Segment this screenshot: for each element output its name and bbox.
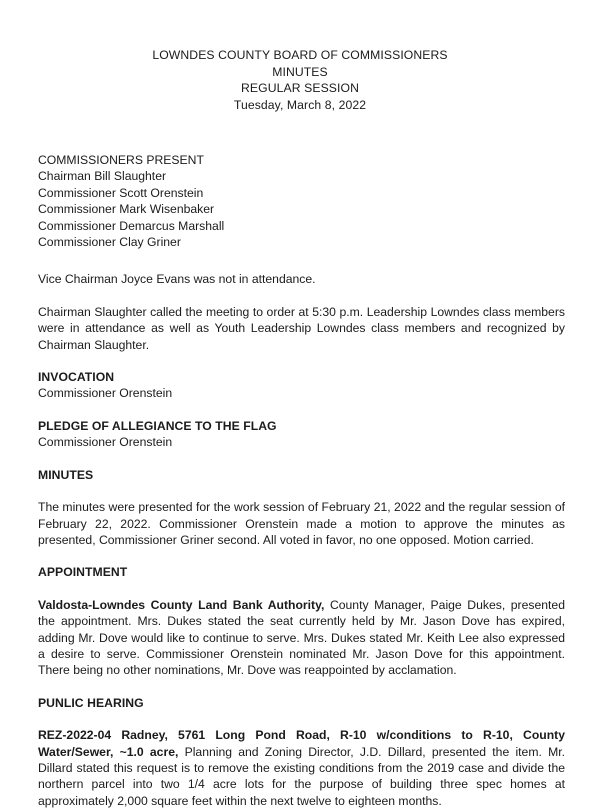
section-heading-public-hearing: PUNLIC HEARING: [38, 695, 144, 710]
document-body: [38, 152, 565, 809]
commissioner-entry: Commissioner Clay Griner: [38, 235, 181, 250]
minutes-paragraph: The minutes were presented for the work session of February 21, 2022 and the regular session of February 22, 2022. Commissioner Orenstein made a motion to approve the minutes as presented, Commissioner Griner second. All voted in favor, no one opposed. Motion carried.: [38, 500, 565, 547]
spacer: [38, 548, 565, 564]
commissioners-present-block: [38, 152, 565, 250]
appointment-item-body: County Manager, Paige Dukes, presented the appointment. Mrs. Dukes stated the seat currently held by Mr. Jason Dove has expired, adding Mr. Dove would like to continue to serve. Mrs. Dukes stated Mr. Keith Lee also expressed a desire to serve. Commissioner Orenstein nominated Mr. Jason Dove for this appointment. There being no other nominations, Mr. Dove was reappointed by acclamation.: [38, 597, 565, 678]
public-hearing-item: [38, 727, 565, 809]
section-heading-invocation: INVOCATION: [38, 370, 115, 385]
header-line-doctype: MINUTES: [272, 64, 328, 79]
spacer: [38, 451, 565, 467]
pledge-presenter: Commissioner Orenstein: [38, 435, 173, 450]
commissioner-entry: Commissioner Demarcus Marshall: [38, 218, 225, 233]
header-line-session: REGULAR SESSION: [241, 81, 359, 95]
commissioners-present-title: COMMISSIONERS PRESENT: [38, 153, 204, 167]
spacer: [38, 288, 565, 304]
section-heading-pledge: PLEDGE OF ALLEGIANCE TO THE FLAG: [38, 418, 277, 433]
commissioner-entry: Commissioner Mark Wisenbaker: [38, 202, 215, 217]
public-hearing-item-body: Planning and Zoning Director, J.D. Dillard, presented the item. Mr. Dillard stated this request is to remove the existing conditions from the 2019 case and divide the northern parcel into two 1/4 acre lots for the purpose of building three spec homes at approximately 2,000 square feet within the next twelve to eighteen months.: [38, 744, 565, 808]
spacer: [38, 711, 565, 727]
header-line-date: Tuesday, March 8, 2022: [233, 97, 367, 112]
appointment-item: [38, 597, 565, 679]
public-hearing-item-title: REZ-2022-04 Radney, 5761 Long Pond Road, R-10 w/conditions to R-10, County Water/Sewer, ~1.0 acre,: [38, 728, 565, 759]
spacer: [38, 483, 565, 499]
spacer: [38, 679, 565, 695]
spacer: [38, 581, 565, 597]
spacer: [38, 250, 565, 271]
call-to-order-paragraph: Chairman Slaughter called the meeting to order at 5:30 p.m. Leadership Lowndes class members were in attendance as well as Youth Leadership Lowndes class members and recognized by Chairman Slaughter.: [38, 304, 565, 352]
invocation-presenter: Commissioner Orenstein: [38, 386, 173, 401]
spacer: [38, 353, 565, 369]
document-header: [0, 0, 600, 113]
spacer: [38, 402, 565, 418]
section-heading-minutes: MINUTES: [38, 467, 94, 482]
header-line-organization: LOWNDES COUNTY BOARD OF COMMISSIONERS: [152, 48, 448, 62]
commissioner-entry: Commissioner Scott Orenstein: [38, 185, 204, 200]
commissioner-entry: Chairman Bill Slaughter: [38, 169, 167, 184]
section-heading-appointment: APPOINTMENT: [38, 565, 128, 580]
appointment-item-title: Valdosta-Lowndes County Land Bank Authority,: [38, 597, 325, 612]
absence-note: Vice Chairman Joyce Evans was not in attendance.: [38, 272, 316, 287]
